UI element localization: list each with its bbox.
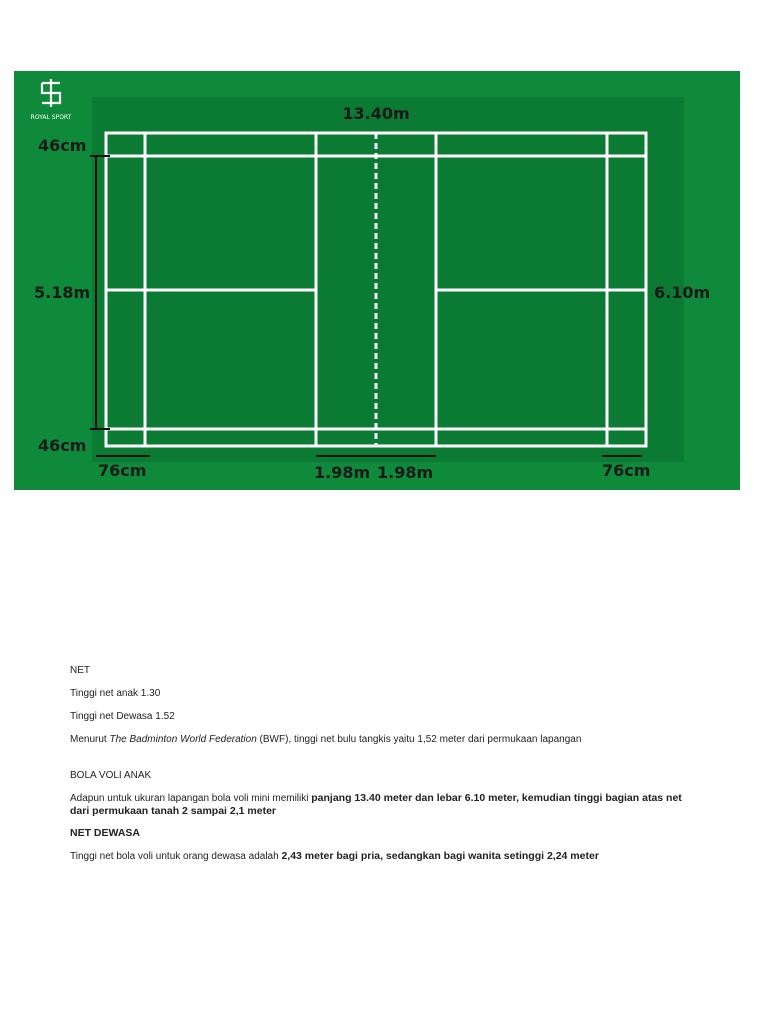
net-adult-text: Tinggi net Dewasa 1.52 [70,711,175,722]
net-heading: NET [70,665,90,676]
short-service-right-label: 1.98m [377,463,434,482]
badminton-court-figure [14,71,740,490]
side-alley-top-label: 46cm [38,136,87,155]
net-child-text: Tinggi net anak 1.30 [70,688,161,699]
bwf-paragraph: Menurut The Badminton World Federation (BWF), tinggi net bulu tangkis yaitu 1,52 meter dari permukaan lapangan [70,734,582,745]
court-diagram [14,71,740,490]
document-body [70,664,700,863]
inner-width-label: 5.18m [34,283,91,302]
short-service-left-label: 1.98m [314,463,371,482]
volley-heading: BOLA VOLI ANAK [70,770,152,781]
volley-paragraph: Adapun untuk ukuran lapangan bola voli mini memiliki panjang 13.40 meter dan lebar 6.10 meter, kemudian tinggi bagian atas net dari permukaan tanah 2 sampai 2,1 meter [70,792,682,817]
logo-text: ROYAL SPORT [30,114,72,121]
length-label: 13.40m [342,104,410,123]
court-surface [92,97,684,462]
adult-net-heading: NET DEWASA [70,827,141,839]
side-alley-bottom-label: 46cm [38,436,87,455]
back-left-label: 76cm [98,461,147,480]
logo-mark-icon [42,79,60,107]
back-right-label: 76cm [602,461,651,480]
adult-net-paragraph: Tinggi net bola voli untuk orang dewasa adalah 2,43 meter bagi pria, sedangkan bagi wanita setinggi 2,24 meter [70,850,599,862]
width-label: 6.10m [654,283,711,302]
